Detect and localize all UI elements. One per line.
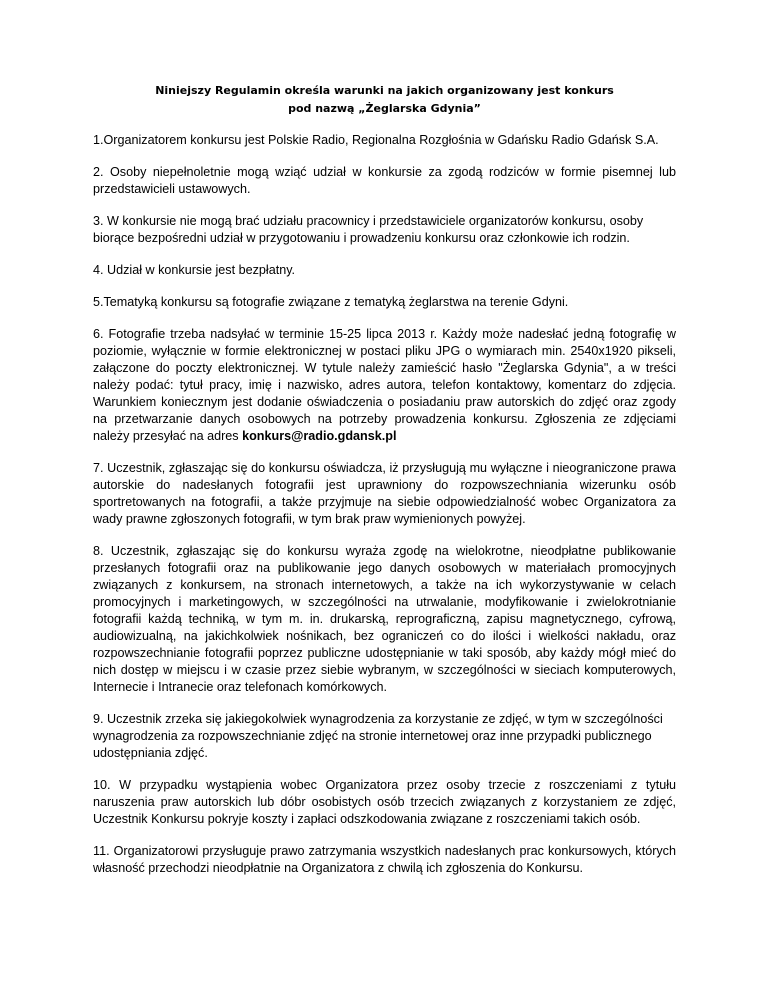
paragraph-9: 9. Uczestnik zrzeka się jakiegokolwiek wynagrodzenia za korzystanie ze zdjęć, w tym w szczególności wynagrodzenia za rozpowszechnianie zdjęć na stronie internetowej oraz inne przypadki publicznego udostępniania zdjęć. [93, 712, 663, 760]
paragraph-4: 4. Udział w konkursie jest bezpłatny. [93, 263, 296, 277]
title-line-1: Niniejszy Regulamin określa warunki na jakich organizowany jest konkurs [155, 84, 614, 97]
paragraph-3: 3. W konkursie nie mogą brać udziału pracownicy i przedstawiciele organizatorów konkursu, osoby biorące bezpośredni udział w przygotowaniu i prowadzeniu konkursu oraz członkowie ich rodzin. [93, 214, 644, 245]
paragraph-2: 2. Osoby niepełnoletnie mogą wziąć udział w konkursie za zgodą rodziców w formie pisemnej lub przedstawicieli ustawowych. [93, 165, 676, 196]
paragraph-7: 7. Uczestnik, zgłaszając się do konkursu oświadcza, iż przysługują mu wyłączne i nieograniczone prawa autorskie do nadesłanych fotografii jest uprawniony do rozpowszechniania wizerunku osób sportretowanych na fotografii, a także przyjmuje na siebie odpowiedzialność wobec Organizatora za wady prawne zgłoszonych fotografii, w tym brak praw wymienionych powyżej. [93, 461, 676, 526]
contest-email: konkurs@radio.gdansk.pl [242, 429, 397, 443]
paragraph-8: 8. Uczestnik, zgłaszając się do konkursu wyraża zgodę na wielokrotne, nieodpłatne publikowanie przesłanych fotografii oraz na publikowanie jego danych osobowych w materiałach promocyjnych związanych z konkursem, na stronach internetowych, a także na ich wykorzystywanie w celach promocyjnych i marketingowych, w szczególności na utrwalanie, modyfikowanie i zwielokrotnianie fotografii każdą techniką, w tym m. in. drukarską, reprograficzną, zapisu magnetycznego, cyfrową, audiowizualną, na jakichkolwiek nośnikach, bez ograniczeń co do ilości i wielkości nakładu, oraz rozpowszechnianie fotografii poprzez publiczne udostępnianie w taki sposób, aby każdy mógł mieć do nich dostęp w miejscu i w czasie przez siebie wybranym, w szczególności w sieciach komputerowych, Internecie i Intranecie oraz telefonach komórkowych. [93, 544, 676, 694]
paragraph-6-text: 6. Fotografie trzeba nadsyłać w terminie 15-25 lipca 2013 r. Każdy może nadesłać jedną fotografię w poziomie, wyłącznie w formie elektronicznej w postaci pliku JPG o wymiarach min. 2540x1920 pikseli, załączone do poczty elektronicznej. W tytule należy zamieścić hasło "Żeglarska Gdynia", a w treści należy podać: tytuł pracy, imię i nazwisko, adres autora, telefon kontaktowy, komentarz do zdjęcia. Warunkiem koniecznym jest dodanie oświadczenia o posiadaniu praw autorskich do zdjęć oraz zgody na przetwarzanie danych osobowych na potrzeby prowadzenia konkursu. Zgłoszenia ze zdjęciami należy przesyłać na adres [93, 327, 676, 443]
paragraph-11: 11. Organizatorowi przysługuje prawo zatrzymania wszystkich nadesłanych prac konkursowych, których własność przechodzi nieodpłatnie na Organizatora z chwilą ich zgłoszenia do Konkursu. [93, 844, 676, 875]
paragraph-10: 10. W przypadku wystąpienia wobec Organizatora przez osoby trzecie z roszczeniami z tytułu naruszenia praw autorskich lub dóbr osobistych osób trzecich związanych z korzystaniem ze zdjęć, Uczestnik Konkursu pokryje koszty i zapłaci odszkodowania związane z roszczeniami takich osób. [93, 778, 676, 826]
paragraph-5: 5.Tematyką konkursu są fotografie związane z tematyką żeglarstwa na terenie Gdyni. [93, 295, 569, 309]
paragraph-1: 1.Organizatorem konkursu jest Polskie Radio, Regionalna Rozgłośnia w Gdańsku Radio Gdańsk S.A. [93, 133, 659, 147]
paragraph-6 [93, 326, 676, 445]
document-page [93, 82, 676, 892]
document-title [93, 82, 676, 118]
title-line-2: pod nazwą „Żeglarska Gdynia” [288, 102, 481, 115]
